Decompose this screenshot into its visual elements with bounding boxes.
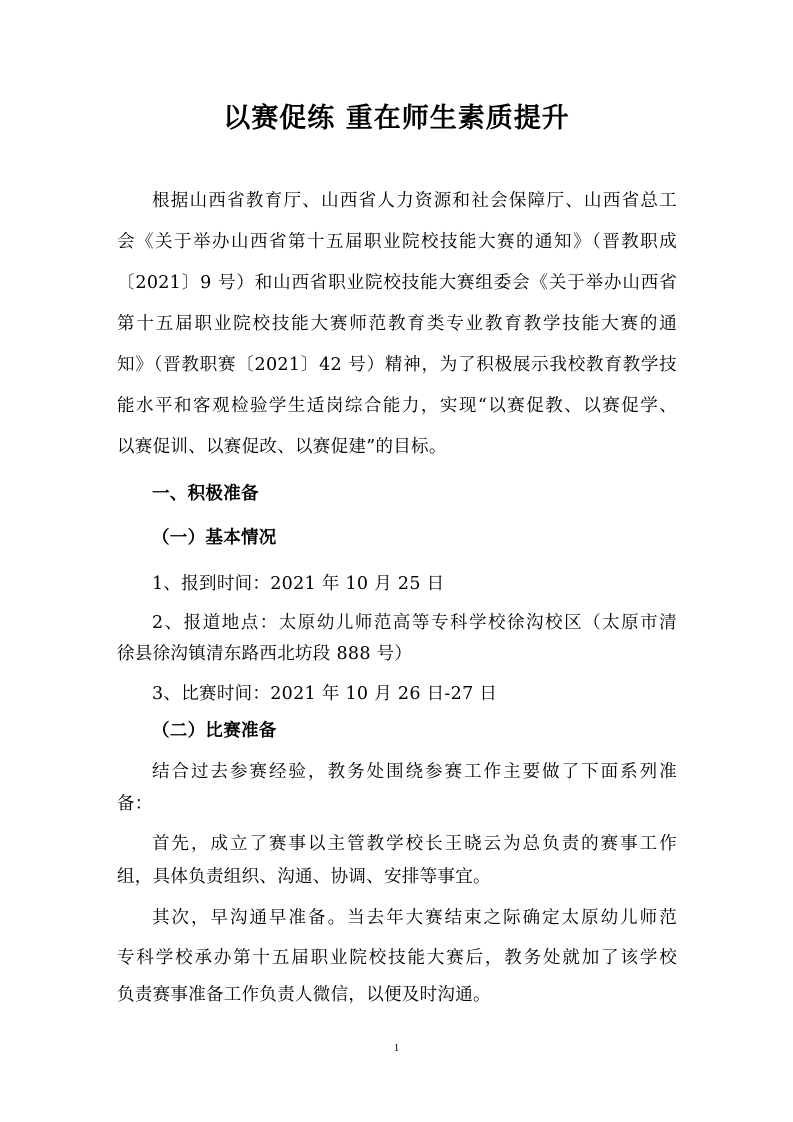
subsection-heading: （二）比赛准备 (152, 721, 277, 741)
paragraph-line: 第十五届职业院校技能大赛师范教育类专业教育教学技能大赛的通 (117, 314, 677, 334)
paragraph-line: 以赛促训、以赛促改、以赛促建”的目标。 (117, 437, 447, 457)
paragraph-line: 其次，早沟通早准备。当去年大赛结束之际确定太原幼儿师范 (152, 908, 677, 928)
info-item-location-cont: 徐县徐沟镇清东路西北坊段 888 号） (117, 644, 413, 664)
info-item-checkin-time: 1、报到时间：2021 年 10 月 25 日 (152, 574, 445, 594)
paragraph-line: 备： (117, 794, 153, 814)
document-title: 以赛促练 重在师生素质提升 (223, 103, 570, 134)
info-item-location: 2、报道地点：太原幼儿师范高等专科学校徐沟校区（太原市清 (152, 613, 677, 633)
page-number: 1 (393, 1042, 400, 1054)
paragraph-line: 首先，成立了赛事以主管教学校长王晓云为总负责的赛事工作 (152, 834, 677, 854)
paragraph-line: 能水平和客观检验学生适岗综合能力，实现“以赛促教、以赛促学、 (117, 396, 677, 416)
paragraph-line: 结合过去参赛经验，教务处围绕参赛工作主要做了下面系列准 (152, 762, 677, 782)
paragraph-line: 会《关于举办山西省第十五届职业院校技能大赛的通知》（晋教职成 (117, 232, 677, 252)
paragraph-line: 组，具体负责组织、沟通、协调、安排等事宜。 (117, 867, 491, 887)
paragraph-line: 专科学校承办第十五届职业院校技能大赛后，教务处就加了该学校 (117, 948, 677, 968)
paragraph-line: 〔2021〕9 号）和山西省职业院校技能大赛组委会《关于举办山西省 (117, 273, 677, 293)
paragraph-line: 根据山西省教育厅、山西省人力资源和社会保障厅、山西省总工 (152, 191, 677, 211)
paragraph-line: 负责赛事准备工作负责人微信，以便及时沟通。 (117, 985, 491, 1005)
paragraph-line: 知》（晋教职赛〔2021〕42 号）精神，为了积极展示我校教育教学技 (117, 355, 677, 375)
section-heading: 一、积极准备 (152, 484, 259, 504)
info-item-competition-time: 3、比赛时间：2021 年 10 月 26 日-27 日 (152, 684, 498, 704)
subsection-heading: （一）基本情况 (152, 528, 277, 548)
